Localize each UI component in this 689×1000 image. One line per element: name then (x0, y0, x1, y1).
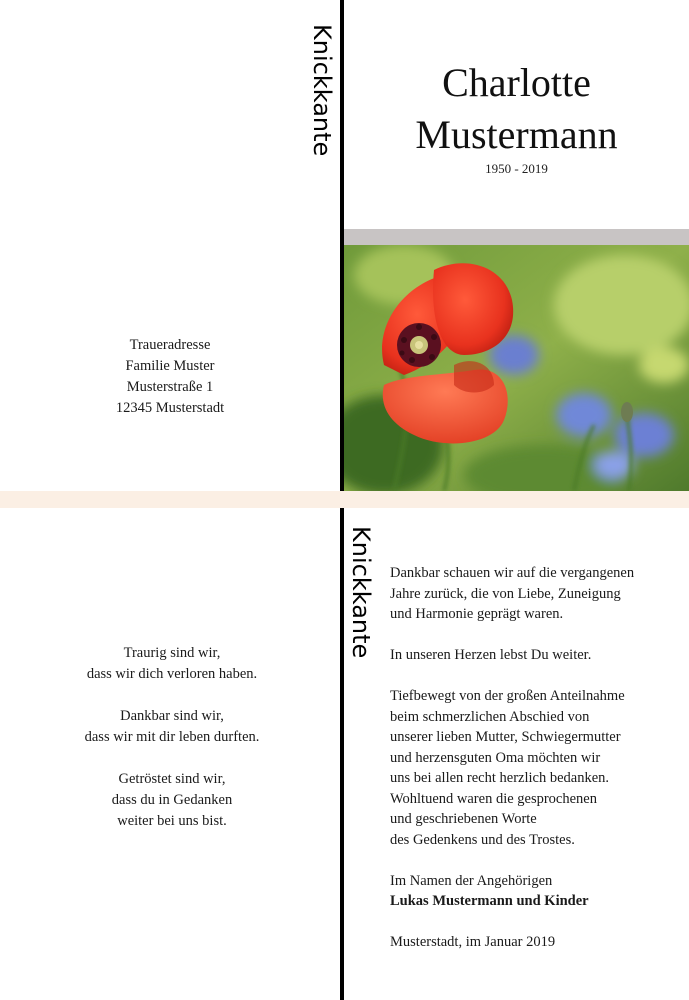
thanks-line: uns bei allen recht herzlich bedanken. (390, 770, 610, 786)
fold-label-bottom: Knickkante (347, 526, 375, 659)
thanks-line: Jahre zurück, die von Liebe, Zuneigung (390, 585, 621, 602)
address-line: 12345 Musterstadt (115, 400, 225, 416)
photo-top-bar (344, 229, 689, 245)
poem-stanza (30, 769, 314, 832)
condolence-poem (30, 643, 314, 853)
poem-line: Traurig sind wir, (123, 645, 221, 661)
life-years: 1950 - 2019 (485, 161, 548, 176)
thanks-line: des Gedenkens und des Trostes. (390, 831, 575, 848)
poem-line: dass wir dich verloren haben. (86, 666, 258, 682)
thanks-heart: In unseren Herzen lebst Du weiter. (390, 647, 592, 663)
thanks-line: Tiefbewegt von der großen Anteilnahme (390, 688, 625, 704)
poppy-photo-svg (344, 245, 689, 491)
place-date: Musterstadt, im Januar 2019 (390, 934, 556, 950)
thanks-body (390, 686, 680, 850)
address-line: Musterstraße 1 (126, 379, 214, 395)
poem-stanza (30, 706, 314, 748)
thanks-line: und Harmonie geprägt waren. (390, 606, 564, 622)
signature: Lukas Mustermann und Kinder (390, 893, 589, 909)
poem-line: dass wir mit dir leben durften. (84, 729, 260, 745)
thanks-line: und geschriebenen Worte (390, 811, 537, 827)
fold-line-bottom (340, 508, 344, 1000)
thanks-intro (390, 563, 680, 625)
thanks-line: Wohltuend waren die gesprochenen (390, 790, 597, 807)
poem-line: weiter bei uns bist. (117, 813, 227, 829)
deceased-first-name: Charlotte (442, 60, 591, 105)
deceased-last-name: Mustermann (415, 112, 618, 157)
poem-stanza (30, 643, 314, 685)
thanks-line: Dankbar schauen wir auf die vergangenen (390, 565, 635, 581)
mourning-address (30, 335, 310, 419)
poem-line: dass du in Gedanken (111, 792, 233, 808)
poem-line: Dankbar sind wir, (120, 708, 224, 724)
on-behalf-line: Im Namen der Angehörigen (390, 872, 553, 889)
middle-fold-band (0, 491, 689, 508)
poem-line: Getröstet sind wir, (118, 771, 226, 787)
thanks-line: unserer lieben Mutter, Schwiegermutter (390, 729, 621, 745)
poppy-photo (344, 245, 689, 491)
address-line: Familie Muster (125, 358, 215, 374)
thanks-line: und herzensguten Oma möchten wir (390, 749, 601, 766)
thank-you-text (390, 563, 680, 973)
thanks-line: beim schmerzlichen Abschied von (390, 708, 590, 725)
fold-label-top: Knickkante (308, 24, 336, 157)
address-line: Traueradresse (129, 337, 211, 353)
thanks-signoff (390, 871, 680, 912)
